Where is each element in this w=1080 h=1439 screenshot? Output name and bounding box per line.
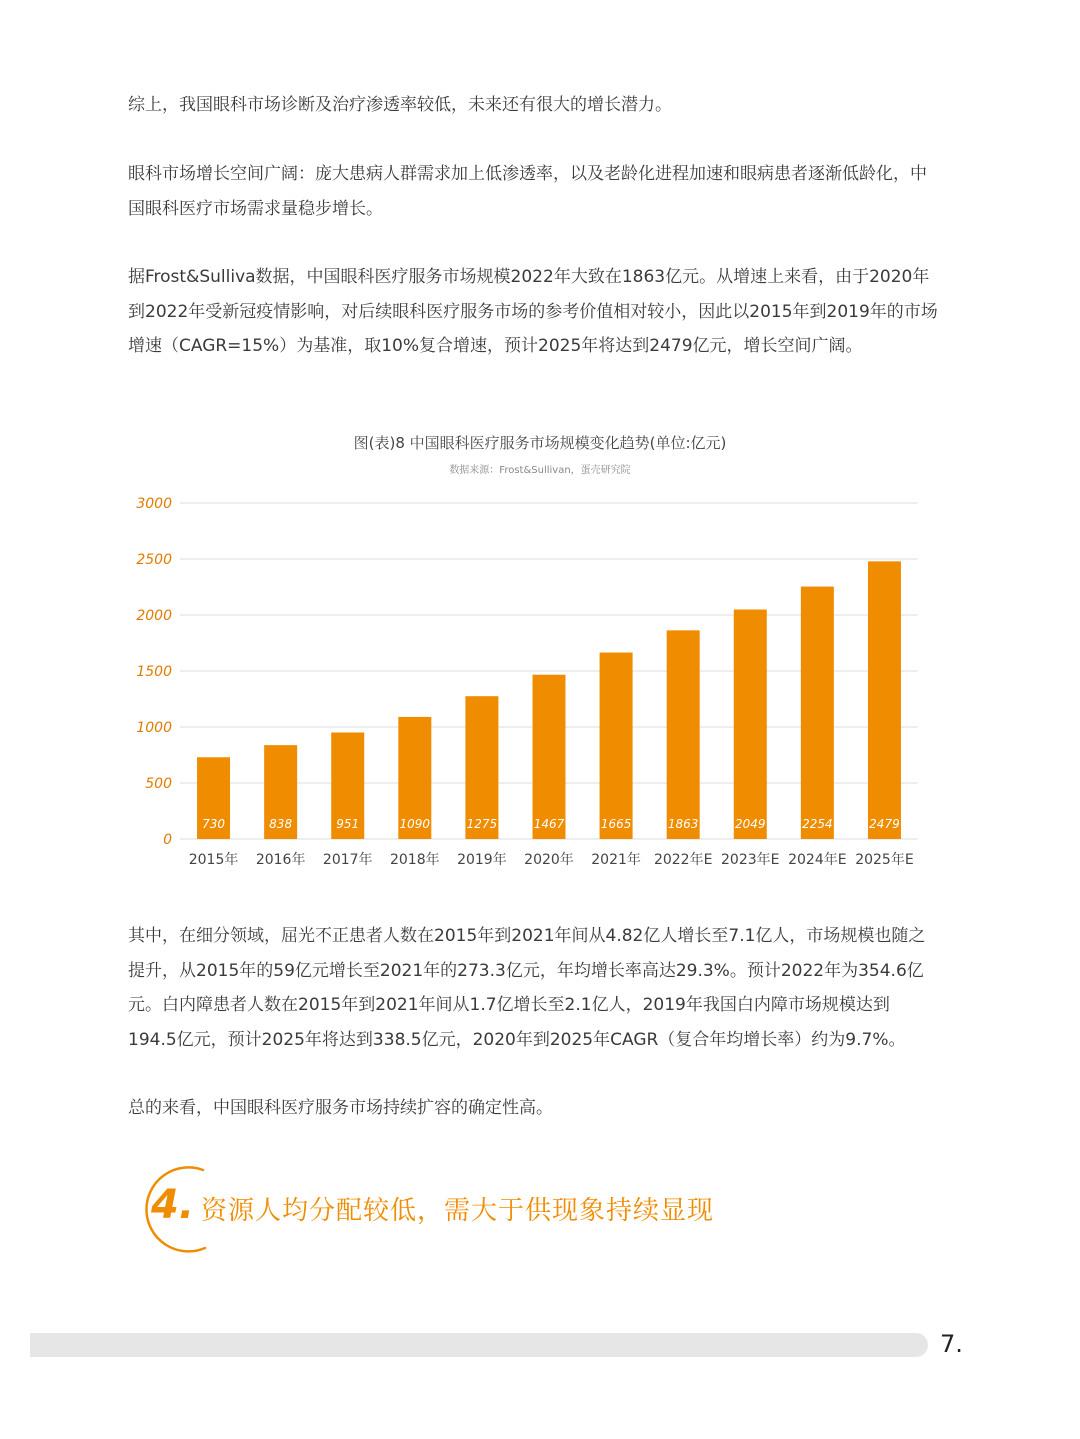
bar	[868, 561, 901, 839]
x-tick-label: 2023年E	[721, 852, 780, 868]
paragraph-segments: 其中，在细分领域，屈光不正患者人数在2015年到2021年间从4.82亿人增长至7.1亿人，市场规模也随之提升，从2015年的59亿元增长至2021年的273.3亿元，年均增长率高达29.3%。预计2022年为354.6亿元。白内障患者人数在2015年到2021年间从1.7亿增长至2.1亿人，2019年我国白内障市场规模达到194.5亿元，预计2025年将达到338.5亿元，2020年到2025年CAGR（复合年均增长率）约为9.7%。	[128, 926, 926, 1050]
paragraph-summary: 综上，我国眼科市场诊断及治疗渗透率较低，未来还有很大的增长潜力。	[128, 95, 672, 115]
section-heading	[125, 1160, 825, 1260]
data-label: 1665	[600, 817, 632, 831]
y-tick-label: 2500	[136, 552, 172, 568]
data-label: 1090	[399, 817, 431, 831]
data-label: 2254	[802, 817, 833, 831]
x-tick-label: 2022年E	[653, 852, 713, 868]
data-label: 2049	[734, 817, 766, 831]
x-tick-label: 2021年	[591, 852, 641, 868]
data-label: 1863	[667, 817, 699, 831]
data-label: 1467	[533, 817, 565, 831]
chart-title: 图(表)8 中国眼科医疗服务市场规模变化趋势(单位:亿元)	[353, 434, 727, 452]
chart-source: 数据来源：Frost&Sullivan，蛋壳研究院	[449, 465, 631, 476]
paragraph-conclusion: 总的来看，中国眼科医疗服务市场持续扩容的确定性高。	[128, 1098, 553, 1118]
bar	[801, 587, 834, 839]
x-tick-label: 2018年	[389, 852, 440, 868]
x-tick-label: 2020年	[524, 852, 574, 868]
y-tick-label: 3000	[136, 496, 172, 512]
page-number: 7.	[940, 1330, 963, 1358]
section-title: 资源人均分配较低，需大于供现象持续显现	[201, 1196, 715, 1226]
bar	[734, 610, 767, 839]
x-tick-label: 2024年E	[788, 852, 847, 868]
market-size-bar-chart	[0, 480, 1080, 890]
x-tick-label: 2016年	[255, 852, 306, 868]
paragraph-growth-space: 眼科市场增长空间广阔：庞大患病人群需求加上低渗透率，以及老龄化进程加速和眼病患者逐渐低龄化，中国眼科医疗市场需求量稳步增长。	[128, 164, 927, 219]
x-tick-label: 2019年	[457, 852, 507, 868]
y-tick-label: 500	[145, 776, 172, 792]
data-label: 730	[202, 817, 225, 831]
bar	[533, 675, 566, 839]
data-label: 838	[269, 817, 293, 831]
x-tick-label: 2025年E	[855, 852, 914, 868]
x-tick-label: 2015年	[188, 852, 239, 868]
y-tick-label: 0	[163, 832, 172, 848]
data-label: 1275	[466, 817, 498, 831]
section-number: 4.	[151, 1182, 195, 1228]
x-tick-label: 2017年	[322, 852, 373, 868]
y-tick-label: 1000	[136, 720, 172, 736]
y-tick-label: 2000	[136, 608, 172, 624]
paragraph-frost-sullivan: 据Frost&Sulliva数据，中国眼科医疗服务市场规模2022年大致在1863亿元。从增速上来看，由于2020年到2022年受新冠疫情影响，对后续眼科医疗服务市场的参考价值相对较小，因此以2015年到2019年的市场增速（CAGR=15%）为基准，取10%复合增速，预计2025年将达到2479亿元，增长空间广阔。	[128, 267, 938, 356]
footer-bar	[30, 1333, 928, 1357]
y-tick-label: 1500	[136, 664, 172, 680]
data-label: 951	[336, 817, 360, 831]
bar	[667, 630, 700, 839]
data-label: 2479	[869, 817, 900, 831]
bar	[600, 653, 633, 839]
